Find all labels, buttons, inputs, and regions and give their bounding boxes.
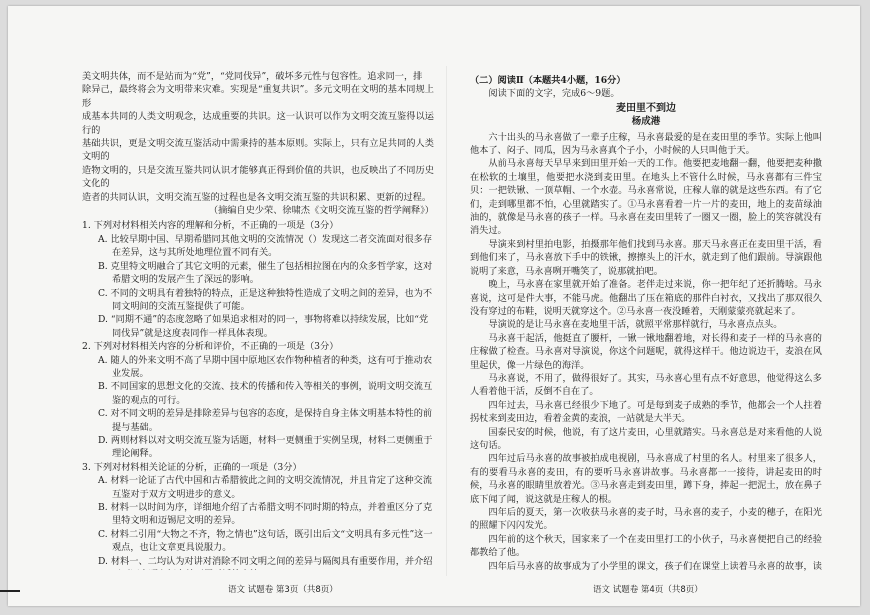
story-paragraph: 四年后的夏天，第一次收获马永喜的麦子时，马永喜的麦子，小麦的穗子，在阳光的照耀下闪闪发光。 [470,507,822,532]
story-paragraph: 导演来到村里拍电影，拍摄那年他们找到马永喜。那天马永喜正在麦田里干活，看到他们来了，马永喜放下手中的铁锹，擦擦头上的汗水，就走到了他们跟前。导演跟他说明了来意，马永喜咧开嘴笑了，说那就拍吧。 [470,238,822,277]
right-page-column [470,74,822,574]
page-footer-left: 语文 试题卷 第3页（共8页） [228,585,338,595]
left-page-column [82,70,434,570]
story-paragraph: 四年过后马永喜的故事被拍成电视剧，马永喜成了村里的名人。村里来了很多人，有的要看马永喜的麦田，有的要听马永喜讲故事。马永喜都一一接待，讲起麦田的时候，马永喜的眼睛里放着光。③马永喜走到麦田里，蹲下身，捧起一把泥土，放在鼻子底下闻了闻，说这就是庄稼人的根。 [470,453,822,505]
story-author: 杨成港 [631,116,661,128]
intro-line: 造物文明的，只是交流互鉴共同认识才能够真正得到价值的共识，也反映出了不同历史文化的 [82,164,434,190]
answer-option: A. 比较早期中国、早期希腊同其他文明的交流情况（）发现这二者交流面对很多存在差异，这与其所处地理位置不同有关。 [98,233,433,259]
answer-option: D. 两则材料以对文明交流互鉴为话题，材料一更侧重于实例呈现，材料二更侧重于理论阐释。 [98,434,433,460]
intro-line: 基础共识，更是文明交流互鉴活动中需秉持的基本原则。实际上，只有立足共同的人类文明的 [82,138,434,163]
story-paragraph: 导演说的是让马永喜在麦地里干活，就照平常那样就行，马永喜点点头。 [488,319,783,331]
page-divider [446,66,447,576]
story-title: 麦田里不到边 [616,102,676,114]
story-paragraph: 四年过去，马永喜已经很少下地了。可是每到麦子成熟的季节，他都会一个人拄着拐杖来到麦田边，看着金黄的麦浪，一站就是大半天。 [470,399,822,425]
answer-option: B. 材料一以时间为序，详细地介绍了古希腊文明不同时期的特点，并着重区分了克里特文明和迈锡尼文明的差异。 [98,502,433,527]
answer-option: B. 克里特文明融合了其它文明的元素，催生了包括相拉图在内的众多哲学家，这对希腊文明的发展产生了深远的影响。 [98,260,433,286]
answer-option: C. 对不同文明的差异是排除差异与包容的态度，是保持自身主体文明基本特性的前提与基础。 [98,408,433,433]
section-heading: （二）阅读Ⅱ（本题共4小题，16分） [470,75,626,86]
story-paragraph: 从前马永喜每天早早来到田里开始一天的工作。他要把麦地翻一翻，他要把麦种撒在松软的土壤里，他要把水浇到麦田里。在地头上不管什么时候，马永喜都有三件宝贝：一把铁锹、一顶草帽、一个水壶。马永喜常说，庄稼人靠的就是这些东西。有了它们，走到哪里都不怕，心里就踏实了。①马永喜看着一片一片的麦田，地上的麦苗绿油油的，就像是马永喜的孩子一样。马永喜在麦田里转了一圈又一圈，脸上的笑容就没有消失过。 [470,158,822,237]
exam-sheet [8,6,860,606]
answer-option: D. “同期不通”的态度忽略了如果追求相对的同一，事物将难以持续发展，比如“党同伐异”就是这度表同作一样具体表现。 [98,314,429,339]
source-citation: （摘编自史少荣、徐啸杰《文明交流互鉴的哲学阐释》） [208,205,434,217]
edge-mark [0,590,20,592]
story-paragraph: 马永喜说，不用了，做得很好了。其实，马永喜心里有点不好意思，他觉得这么多人看着他干活，反倒不自在了。 [470,372,822,398]
question-2-options [82,354,434,461]
answer-option: A. 材料一论证了古代中国和古希腊彼此之间的文明交流情况，并且肯定了这种交流互鉴对于双方文明进步的意义。 [98,475,433,500]
question-2: 2. 下列对材料相关内容的分析和评价，不正确的一项是（3分） [82,341,339,353]
story-paragraph: 四年前的这个秋天，国家来了一个在麦田里打工的小伙子，马永喜便把自己的经验都教给了他。 [470,533,822,559]
question-1: 1. 下列对材料相关内容的理解和分析，不正确的一项是（3分） [82,220,339,232]
story-body-continued [470,332,822,574]
material-intro [82,70,434,204]
question-3: 3. 下列对材料相关论证的分析，正确的一项是（3分） [82,461,302,473]
answer-option: D. 材料一、二均认为对讲对消除不同文明之间的差异与隔阂具有重要作用，并介绍 [98,555,433,567]
question-3-options [82,474,434,570]
intro-line: 成基本共同的人类文明观念，达成重要的共识。这一认识可以作为文明交流互鉴得以运行的 [82,111,434,136]
question-1-options [82,233,434,340]
answer-option: B. 不同国家的思想文化的交流、技术的传播和传入等相关的事例，说明文明交流互鉴的观点的可行。 [98,381,433,406]
page-footer-right: 语文 试题卷 第4页（共8页） [593,585,703,595]
answer-option: C. 不同的文明具有着独特的特点，正是这种独特性造成了文明之间的差异，也为不同文明间的交流互鉴提供了可能。 [98,287,433,312]
answer-option: A. 随人的外来文明不高了早期中国中原地区农作物种植者的种类，这有可于推动农业发展。 [98,354,433,379]
answer-option: C. 材料二引用“大物之不齐，物之情也”这句话，既引出后文“文明具有多元性”这一观点，也让文章更具说服力。 [98,528,433,554]
story-paragraph: 六十出头的马永喜做了一辈子庄稼，马永喜最爱的是在麦田里的季节。实际上他叫他本了、闷子、同瓜，因为马永喜真个子小，小时候的人只叫他于天。 [470,131,822,157]
intro-line: 除异己，最终将会为文明带来灾难。实现是“重复共识”。多元文明在文明的基本同规上形 [82,84,434,109]
story-paragraph: 晚上，马永喜在家里就开始了准备。老伴走过来说，你一把年纪了还折腾啥。马永喜说，这可是件大事，不能马虎。他翻出了压在箱底的那件白衬衣，又找出了那双很久没有穿过的布鞋，说明天就穿这个。②马永喜一夜没睡着，天刚蒙蒙亮就起来了。 [470,279,822,317]
intro-line: 美文明共体，而不是站而为“党”，“党同伐异”，破坏多元性与包容性。追求同一，排 [82,71,423,82]
story-paragraph: 四年后马永喜的故事成为了小学里的课文，孩子们在课堂上读着马永喜的故事，读 [488,560,822,572]
story-paragraph: 马永喜干起活，他挺直了腰杆，一锹一锹地翻着地，对长得和麦子一样的马永喜的庄稼做了检查。马永喜对导演说，你这个问题呢，就得这样干。他边说边干，麦浪在风里起伏，像一片绿色的海洋。 [470,332,822,371]
section-instruction: 阅读下面的文字，完成6～9题。 [488,88,620,100]
intro-line: 造者的共同认识，文明交流互鉴的过程也是各文明交流互鉴的共识积累、更新的过程。 [82,191,432,203]
story-body [470,131,822,332]
story-paragraph: 国泰民安的时候，他说，有了这片麦田，心里就踏实。马永喜总是对来看他的人说这句话。 [470,426,822,451]
